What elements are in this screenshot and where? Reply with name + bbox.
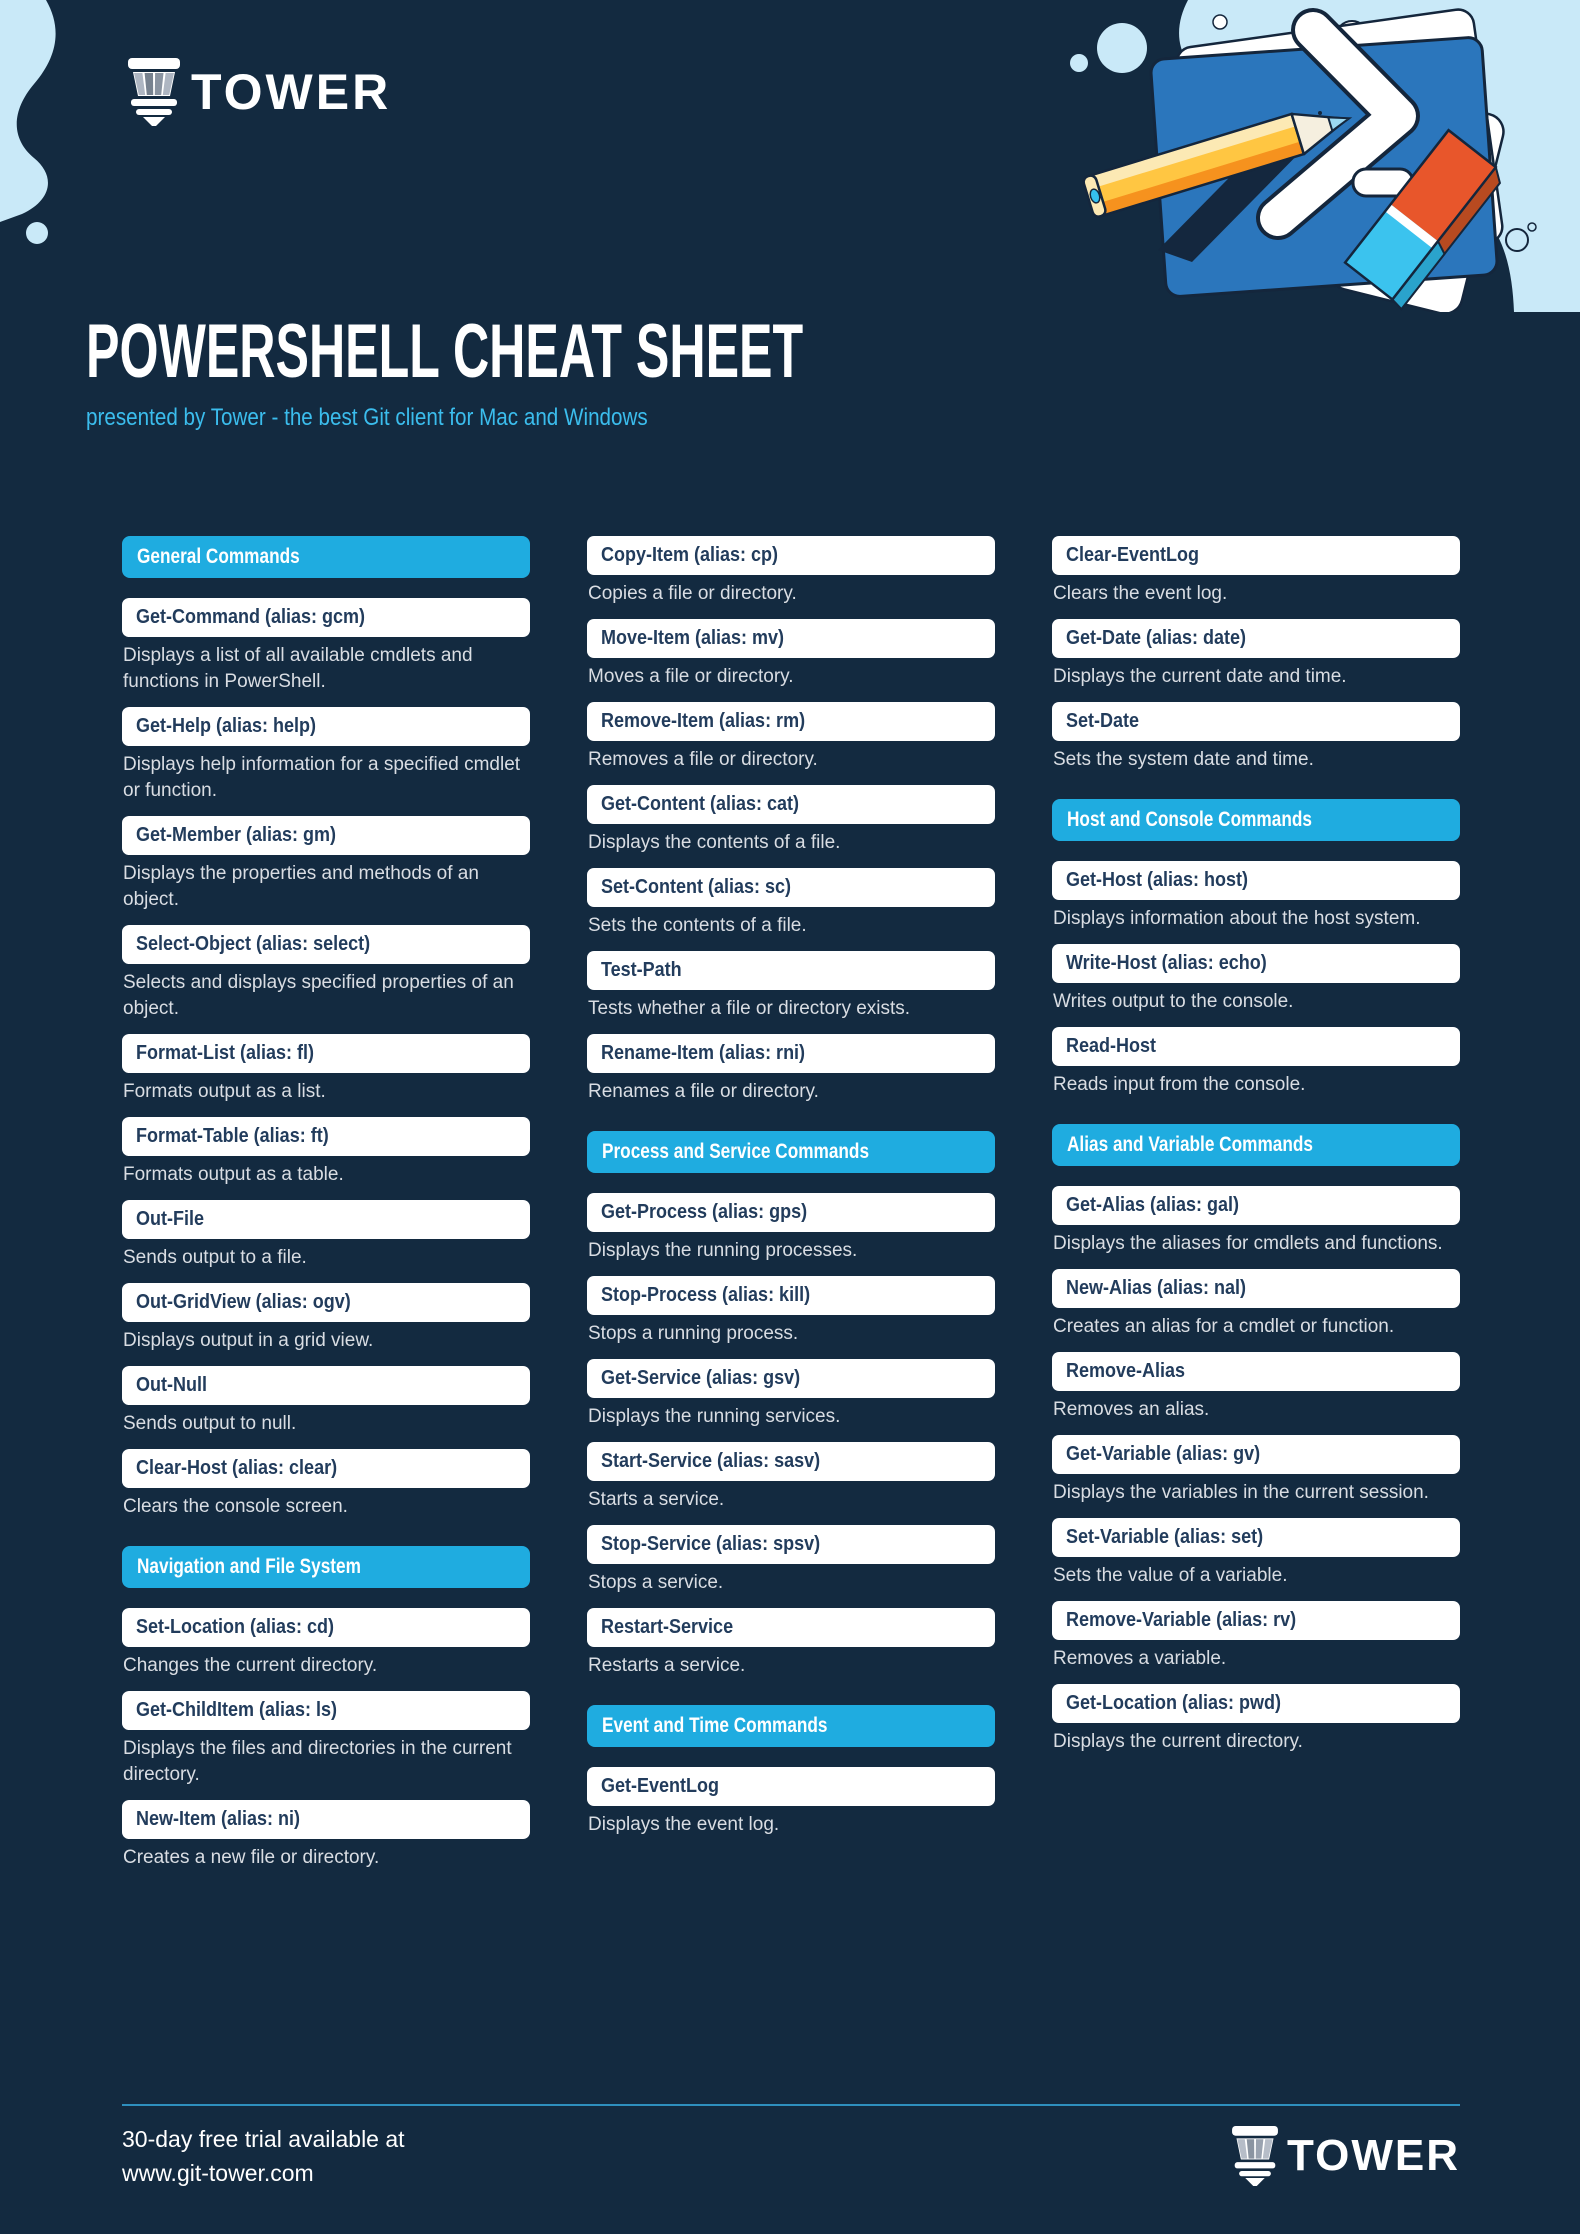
command-card [122, 925, 530, 964]
command-card [1052, 1518, 1460, 1557]
command-name: Remove-Item (alias: rm) [601, 710, 806, 732]
command-description: Clears the console screen. [123, 1496, 348, 1517]
command-description: Restarts a service. [588, 1655, 746, 1676]
command-card [587, 702, 995, 741]
command-card [122, 1034, 530, 1073]
section-header-label: Alias and Variable Commands [1067, 1133, 1313, 1156]
footer-divider [122, 2104, 1460, 2106]
command-card [1052, 619, 1460, 658]
section-header-label: Event and Time Commands [602, 1714, 828, 1737]
powershell-illustration [1020, 0, 1580, 312]
command-name: Out-File [136, 1208, 204, 1230]
command-name: Get-Date (alias: date) [1066, 627, 1247, 649]
command-name: Get-Alias (alias: gal) [1066, 1194, 1240, 1216]
tower-logo-footer-text: TOWER [1287, 2131, 1460, 2180]
section-header-label: Host and Console Commands [1067, 808, 1312, 831]
tower-icon [128, 58, 180, 126]
command-description: Displays a list of all available cmdlets and functions in PowerShell. [123, 645, 473, 692]
command-card [1052, 1435, 1460, 1474]
command-description: Displays the contents of a file. [588, 832, 841, 853]
command-description: Formats output as a table. [123, 1164, 344, 1185]
decorative-blob-left [0, 0, 70, 250]
command-description: Displays the running services. [588, 1406, 841, 1427]
command-description: Displays the aliases for cmdlets and functions. [1053, 1233, 1443, 1254]
command-card [122, 1449, 530, 1488]
command-name: Read-Host [1066, 1035, 1157, 1057]
command-card [587, 951, 995, 990]
command-name: Rename-Item (alias: rni) [601, 1042, 806, 1064]
command-description: Tests whether a file or directory exists. [588, 998, 911, 1019]
command-name: Get-Help (alias: help) [136, 715, 317, 737]
command-name: Copy-Item (alias: cp) [601, 544, 779, 566]
command-card [587, 1034, 995, 1073]
tower-logo [128, 58, 391, 126]
command-name: Clear-Host (alias: clear) [136, 1457, 338, 1479]
command-name: Write-Host (alias: echo) [1066, 952, 1267, 974]
command-description: Sends output to a file. [123, 1247, 307, 1268]
tower-logo-text: TOWER [191, 64, 392, 120]
command-description: Displays the event log. [588, 1814, 780, 1835]
command-description: Removes an alias. [1053, 1399, 1210, 1420]
section-header [122, 1546, 530, 1588]
command-card [1052, 944, 1460, 983]
command-card [1052, 1027, 1460, 1066]
command-description: Sends output to null. [123, 1413, 297, 1434]
section-header [587, 1705, 995, 1747]
command-description: Clears the event log. [1053, 583, 1228, 604]
command-description: Renames a file or directory. [588, 1081, 819, 1102]
command-card [587, 1276, 995, 1315]
command-description: Stops a running process. [588, 1323, 799, 1344]
command-description: Displays output in a grid view. [123, 1330, 374, 1351]
command-card [122, 1366, 530, 1405]
page-title: POWERSHELL CHEAT SHEET [86, 309, 804, 394]
column-general-navigation [122, 536, 530, 1883]
command-description: Removes a file or directory. [588, 749, 818, 770]
command-description: Displays the files and directories in the current directory. [123, 1738, 512, 1785]
command-name: Remove-Variable (alias: rv) [1066, 1609, 1297, 1631]
command-name: Remove-Alias [1066, 1360, 1186, 1382]
section-header [587, 1131, 995, 1173]
command-description: Displays the current directory. [1053, 1731, 1303, 1752]
command-description: Reads input from the console. [1053, 1074, 1306, 1095]
command-name: Get-Host (alias: host) [1066, 869, 1249, 891]
command-card [587, 1767, 995, 1806]
footer-text [122, 2122, 405, 2190]
command-description: Creates an alias for a cmdlet or function. [1053, 1316, 1395, 1337]
section-header [122, 536, 530, 578]
command-name: Format-Table (alias: ft) [136, 1125, 329, 1147]
command-card [122, 707, 530, 746]
command-name: Get-ChildItem (alias: ls) [136, 1699, 338, 1721]
command-card [587, 1193, 995, 1232]
command-description: Moves a file or directory. [588, 666, 794, 687]
footer-url: www.git-tower.com [122, 2160, 314, 2186]
command-name: Clear-EventLog [1066, 544, 1200, 566]
command-card [587, 1608, 995, 1647]
command-description: Removes a variable. [1053, 1648, 1227, 1669]
command-description: Selects and displays specified properties of an object. [123, 972, 514, 1019]
section-header-label: Process and Service Commands [602, 1140, 870, 1163]
command-description: Sets the system date and time. [1053, 749, 1314, 770]
footer-trial-text: 30-day free trial available at [122, 2126, 405, 2152]
command-description: Changes the current directory. [123, 1655, 378, 1676]
command-card [587, 785, 995, 824]
section-header-label: General Commands [137, 545, 300, 568]
command-description: Formats output as a list. [123, 1081, 326, 1102]
command-name: Out-GridView (alias: ogv) [136, 1291, 351, 1313]
command-name: New-Item (alias: ni) [136, 1808, 301, 1830]
command-name: Get-Command (alias: gcm) [136, 606, 366, 628]
command-name: Set-Content (alias: sc) [601, 876, 792, 898]
command-description: Displays the variables in the current session. [1053, 1482, 1429, 1503]
command-card [587, 619, 995, 658]
command-name: Restart-Service [601, 1616, 734, 1638]
tower-icon [1232, 2126, 1278, 2186]
command-card [1052, 1186, 1460, 1225]
command-card [587, 1442, 995, 1481]
command-card [1052, 702, 1460, 741]
command-name: Stop-Service (alias: spsv) [601, 1533, 821, 1555]
command-description: Displays the current date and time. [1053, 666, 1347, 687]
command-columns [122, 536, 1460, 1883]
command-name: Set-Variable (alias: set) [1066, 1526, 1264, 1548]
command-name: Move-Item (alias: mv) [601, 627, 785, 649]
command-description: Sets the value of a variable. [1053, 1565, 1288, 1586]
command-card [1052, 1269, 1460, 1308]
section-header [1052, 1124, 1460, 1166]
command-name: Start-Service (alias: sasv) [601, 1450, 821, 1472]
command-card [587, 868, 995, 907]
command-card [587, 1525, 995, 1564]
command-name: Get-Location (alias: pwd) [1066, 1692, 1282, 1714]
command-name: Get-Variable (alias: gv) [1066, 1443, 1261, 1465]
command-name: Out-Null [136, 1374, 207, 1396]
section-header-label: Navigation and File System [137, 1555, 361, 1578]
command-description: Displays the running processes. [588, 1240, 858, 1261]
command-card [1052, 861, 1460, 900]
command-card [1052, 536, 1460, 575]
command-card [1052, 1352, 1460, 1391]
command-description: Creates a new file or directory. [123, 1847, 380, 1868]
command-name: Get-Content (alias: cat) [601, 793, 800, 815]
command-name: Get-Service (alias: gsv) [601, 1367, 801, 1389]
command-card [122, 816, 530, 855]
command-name: Set-Location (alias: cd) [136, 1616, 335, 1638]
command-name: Get-EventLog [601, 1775, 720, 1797]
section-header [1052, 799, 1460, 841]
command-card [122, 1117, 530, 1156]
command-card [122, 1608, 530, 1647]
command-card [1052, 1684, 1460, 1723]
command-description: Starts a service. [588, 1489, 725, 1510]
command-description: Displays information about the host system. [1053, 908, 1421, 929]
command-description: Stops a service. [588, 1572, 724, 1593]
command-name: Select-Object (alias: select) [136, 933, 371, 955]
tower-logo-footer [1232, 2126, 1460, 2186]
command-card [122, 598, 530, 637]
command-card [1052, 1601, 1460, 1640]
command-name: Format-List (alias: fl) [136, 1042, 315, 1064]
command-card [587, 536, 995, 575]
command-card [122, 1200, 530, 1239]
command-description: Displays the properties and methods of an object. [123, 863, 479, 910]
command-name: Set-Date [1066, 710, 1140, 732]
command-name: New-Alias (alias: nal) [1066, 1277, 1247, 1299]
command-name: Stop-Process (alias: kill) [601, 1284, 811, 1306]
command-name: Get-Process (alias: gps) [601, 1201, 808, 1223]
command-card [122, 1691, 530, 1730]
command-card [122, 1283, 530, 1322]
column-items-process-event [587, 536, 995, 1850]
command-description: Displays help information for a specified cmdlet or function. [123, 754, 521, 801]
command-description: Copies a file or directory. [588, 583, 797, 604]
page-subtitle: presented by Tower - the best Git client for Mac and Windows [86, 404, 648, 431]
command-description: Writes output to the console. [1053, 991, 1294, 1012]
command-name: Test-Path [601, 959, 682, 981]
command-card [587, 1359, 995, 1398]
command-name: Get-Member (alias: gm) [136, 824, 337, 846]
command-description: Sets the contents of a file. [588, 915, 807, 936]
command-card [122, 1800, 530, 1839]
column-host-alias-variable [1052, 536, 1460, 1767]
